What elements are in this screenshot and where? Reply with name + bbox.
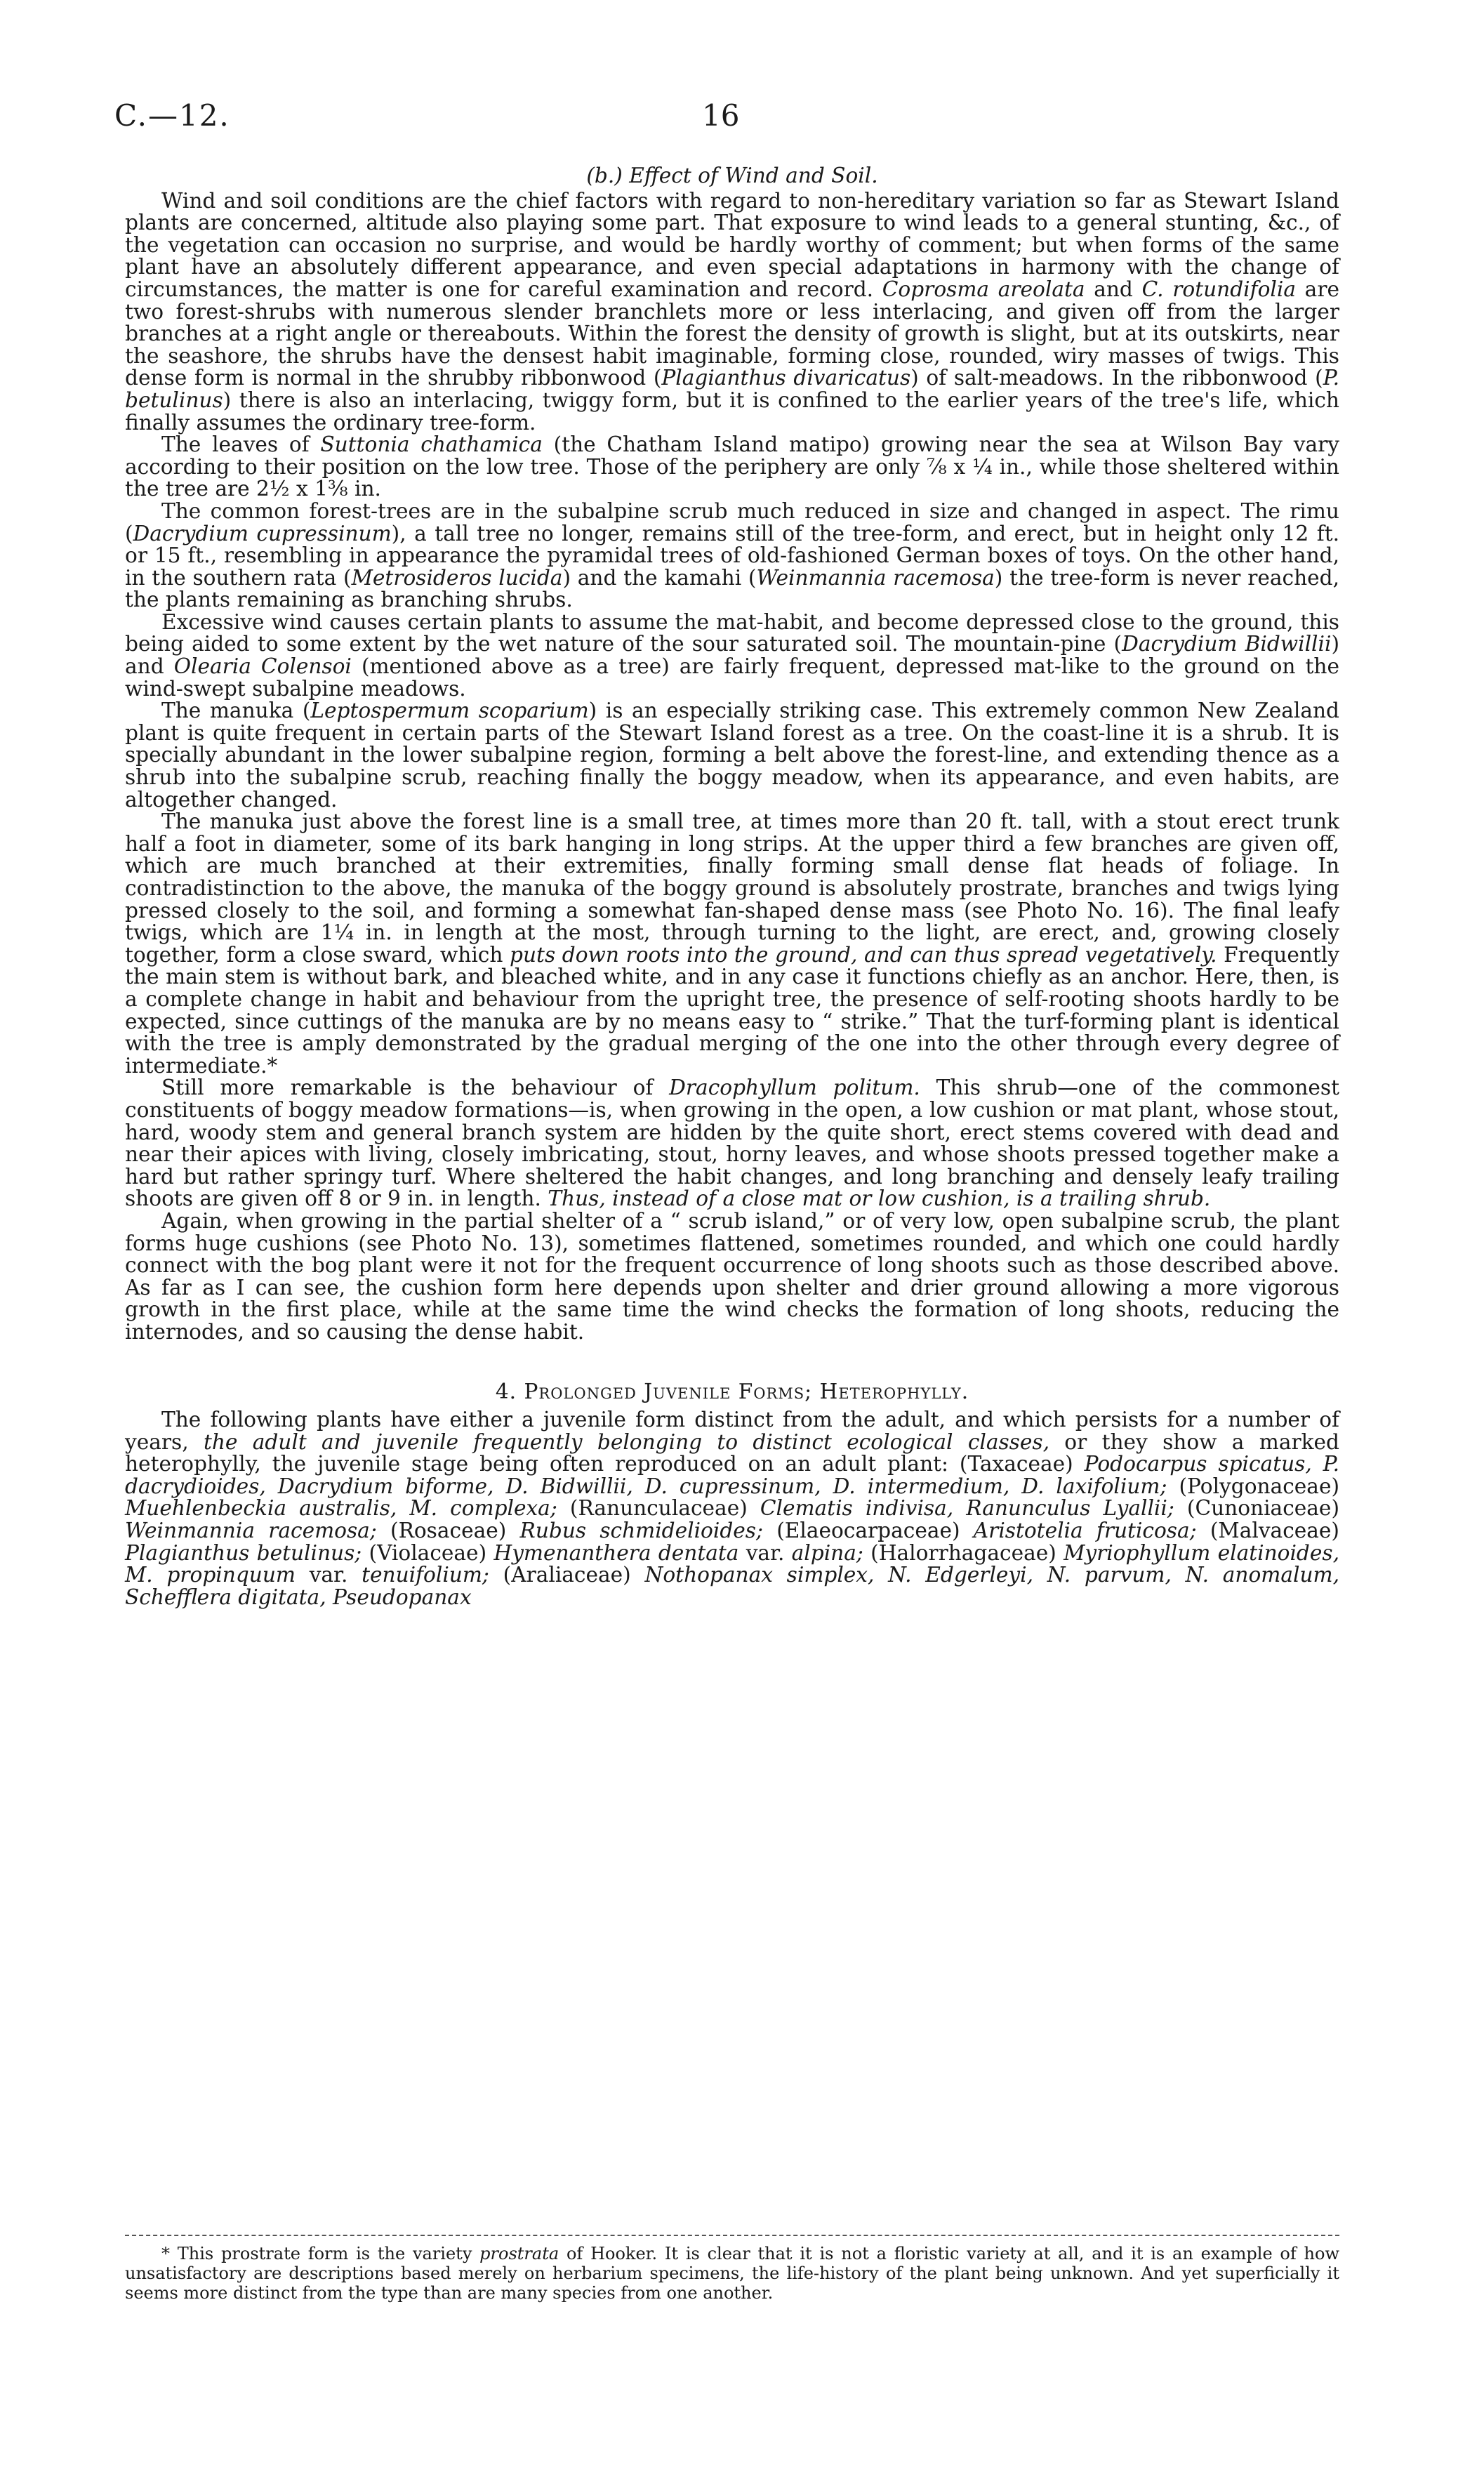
text-run: The manuka just above the forest line is a small tree, at times more than 20 ft. tall, with a stout erect trunk half a foot in diameter, some of its bark hanging in long strips. At the upper third a few branches are given off, which are much branched at their extremities, finally forming small dense flat heads of foliage. In contradistinction to the above, the manuka of the boggy ground is absolutely prostrate, branches and twigs lying pressed closely to the soil, and forming a somewhat fan-shaped dense mass (see Photo No. 16). The final leafy twigs, which are 1¼ in. in length at the most, through turning to the light, are erect, and, growing closely together, form a close sward, which	[125, 809, 1339, 967]
paragraph	[125, 1077, 1339, 1210]
text-run: ), a tall tree no longer, remains still of the tree-form, and erect, but in height only 12 ft. or 15 ft., resembling in appearance the pyramidal trees of old-fashioned German boxes of toys. On the other hand, in the southern rata (	[125, 521, 1340, 590]
text-run: and	[1085, 277, 1142, 301]
italic-text-run: Metrosideros lucida	[351, 565, 563, 590]
italic-text-run: the adult and juvenile frequently belonging to distinct ecological classes,	[203, 1429, 1049, 1454]
italic-text-run: Thus, instead of a close mat or low cushion, is a trailing shrub.	[548, 1186, 1211, 1211]
series-code: C.—12.	[114, 98, 230, 133]
text-run: (Malvaceae)	[1196, 1519, 1339, 1543]
italic-text-run: prostrata	[479, 2244, 559, 2263]
italic-text-run: Suttonia chathamica	[320, 432, 543, 457]
text-run: Still more remarkable is the behaviour of	[161, 1076, 670, 1100]
text-run: ) and	[125, 632, 1339, 679]
italic-text-run: alpina;	[791, 1540, 863, 1565]
text-run: (Araliaceae)	[489, 1563, 645, 1587]
text-run: The leaves of	[161, 432, 321, 457]
text-run: or they show a marked heterophylly, the juvenile stage being often reproduced on an adult plant: (Taxaceae)	[125, 1429, 1339, 1476]
text-run: (Ranunculaceae)	[557, 1496, 760, 1521]
italic-text-run: P. betulinus	[125, 366, 1340, 412]
italic-text-run: Plagianthus divaricatus	[661, 366, 911, 390]
footnote	[125, 2244, 1339, 2303]
italic-text-run: Rubus schmidelioides;	[519, 1519, 763, 1543]
text-run: (mentioned above as a tree) are fairly frequent, depressed mat-like to the ground on the wind-swept subalpine meadows.	[125, 654, 1339, 701]
italic-text-run: puts down roots into the ground, and can thus spread vegetatively.	[510, 942, 1217, 967]
italic-text-run: tenuifolium;	[362, 1563, 489, 1587]
text-run: Again, when growing in the partial shelter of a “ scrub island,” or of very low, open subalpine scrub, the plant forms huge cushions (see Photo No. 13), sometimes flattened, sometimes rounded, and which one could hardly connect with the bog plant were it not for the frequent occurrence of long shoots such as those described above. As far as I can see, the cushion form here depends upon shelter and drier ground allowing a more vigorous growth in the first place, while at the same time the wind checks the formation of long shoots, reducing the internodes, and so causing the dense habit.	[125, 1208, 1339, 1344]
italic-text-run: Olearia Colensoi	[173, 654, 352, 679]
footnote-divider	[125, 2235, 1339, 2236]
italic-text-run: Clematis indivisa, Ranunculus Lyallii;	[760, 1496, 1174, 1521]
text-run: are two forest-shrubs with numerous slender branchlets more or less interlacing, and given off from the larger branches at a right angle or thereabouts. Within the forest the density of growth is slight, but at its outskirts, near the seashore, the shrubs have the densest habit imaginable, forming close, rounded, wiry masses of twigs. This dense form is normal in the shrubby ribbonwood (	[125, 277, 1339, 390]
text-run: (Elaeocarpaceae)	[762, 1519, 974, 1543]
text-run: (Violaceae)	[362, 1540, 494, 1565]
text-run: (Halorrhagaceae)	[863, 1540, 1064, 1565]
italic-text-run: Weinmannia racemosa;	[125, 1519, 377, 1543]
italic-text-run: Hymenanthera dentata	[493, 1540, 739, 1565]
text-run: * This prostrate form is the variety	[161, 2244, 480, 2263]
paragraph	[125, 700, 1339, 811]
text-run: ) is an especially striking case. This extremely common New Zealand plant is quite frequent in certain parts of the Stewart Island forest as a tree. On the coast-line it is a shrub. It is specially abundant in the lower subalpine region, forming a belt above the forest-line, and extending thence as a shrub into the subalpine scrub, reaching finally the boggy meadow, when its appearance, and even habits, are altogether changed.	[125, 699, 1339, 812]
text-run: Excessive wind causes certain plants to assume the mat-habit, and become depressed close to the ground, this being aided to some extent by the wet nature of the sour saturated soil. The mountain-pine (	[125, 609, 1339, 656]
section-heading-effect-of-wind-and-soil: (b.) Effect of Wind and Soil.	[586, 164, 878, 187]
italic-text-run: Plagianthus betulinus;	[125, 1540, 362, 1565]
italic-text-run: Leptospermum scoparium	[310, 699, 589, 723]
text-run: The manuka (	[161, 699, 311, 723]
text-run: (Rosaceae)	[376, 1519, 520, 1543]
text-run: var.	[295, 1563, 362, 1587]
text-run: Wind and soil conditions are the chief factors with regard to non-hereditary variation so far as Stewart Island plants are concerned, altitude also playing some part. That exposure to wind leads to a general stunting, &c., of the vegetation can occasion no surprise, and would be hardly worthy of comment; but when forms of the same plant have an absolutely different appearance, and even special adaptations in harmony with the change of circumstances, the matter is one for careful examination and record.	[125, 188, 1339, 301]
italic-text-run: C. rotundifolia	[1141, 277, 1296, 301]
italic-text-run: Muehlenbeckia australis, M. complexa;	[125, 1496, 557, 1521]
section-4-paragraphs	[125, 1409, 1339, 1608]
text-run: ) there is also an interlacing, twiggy form, but it is confined to the earlier years of the tree's life, which finally assumes the ordinary tree-form.	[125, 388, 1339, 435]
italic-text-run: Dacrydium Bidwillii	[1122, 632, 1332, 656]
text-run: Frequently the main stem is without bark, and bleached white, and in any case it functions chiefly as an anchor. Here, then, is a complete change in habit and behaviour from the upright tree, the presence of self-rooting shoots hardly to be expected, since cuttings of the manuka are by no means easy to “ strike.” That the turf-forming plant is identical with the tree is amply demonstrated by the gradual merging of the one into the other through every degree of intermediate.*	[125, 942, 1339, 1078]
body-text	[125, 165, 1339, 1608]
page-number: 16	[702, 98, 740, 133]
text-run: ) and the kamahi (	[562, 565, 757, 590]
paragraph	[125, 1210, 1339, 1344]
text-run: The common forest-trees are in the subalpine scrub much reduced in size and changed in aspect. The rimu (	[125, 498, 1339, 546]
text-run: (Polygonaceae)	[1167, 1474, 1340, 1498]
italic-text-run: Weinmannia racemosa	[756, 565, 995, 590]
italic-text-run: Podocarpus spicatus, P. dacrydioides, Dacrydium biforme, D. Bidwillii, D. cupressinum, D. intermedium, D. laxifolium;	[125, 1452, 1339, 1498]
text-run: This shrub—one of the commonest constituents of boggy meadow formations—is, when growing in the open, a low cushion or mat plant, whose stout, hard, woody stem and general branch system are hidden by the quite short, erect stems covered with dead and near their apices with living, closely imbricating, stout, horny leaves, and whose shoots pressed together make a hard but rather springy turf. Where sheltered the habit changes, and long branching and densely leafy trailing shoots are given off 8 or 9 in. in length.	[125, 1076, 1339, 1211]
paragraph	[125, 811, 1339, 1077]
text-run: (the Chatham Island matipo) growing near the sea at Wilson Bay vary according to their position on the low tree. Those of the periphery are only ⅞ x ¼ in., while those sheltered within the tree are 2½ x 1⅜ in.	[125, 432, 1339, 501]
italic-text-run: Coprosma areolata	[882, 277, 1085, 301]
text-run: (Cunoniaceae)	[1174, 1496, 1339, 1521]
paragraph	[125, 1409, 1339, 1608]
text-run: The following plants have either a juvenile form distinct from the adult, and which persists for a number of years,	[125, 1408, 1339, 1454]
italic-text-run: Dacrydium cupressinum	[133, 521, 392, 546]
italic-text-run: Dracophyllum politum.	[669, 1076, 920, 1100]
text-run: of Hooker. It is clear that it is not a floristic variety at all, and it is an example of how unsatisfactory are descriptions based merely on herbarium specimens, the life-history of the plant being unknown. And yet superficially it seems more distinct from the type than are many species from one another.	[125, 2244, 1340, 2303]
text-run: ) the tree-form is never reached, the plants remaining as branching shrubs.	[125, 565, 1339, 612]
paragraph	[125, 498, 1340, 612]
italic-text-run: Aristotelia fruticosa;	[973, 1519, 1197, 1543]
paragraph	[125, 609, 1339, 701]
section-heading-prolonged-juvenile-forms: 4. Prolonged Juvenile Forms; Heterophylly.	[495, 1380, 969, 1404]
text-run: var.	[738, 1540, 792, 1565]
paragraph	[125, 434, 1339, 501]
paragraph	[125, 190, 1339, 435]
italic-text-run: Nothopanax simplex, N. Edgerleyi, N. parvum, N. anomalum, Schefflera digitata, Pseudopanax	[125, 1563, 1339, 1609]
italic-text-run: Myriophyllum elatinoides, M. propinquum	[125, 1540, 1339, 1587]
text-run: ) of salt-meadows. In the ribbonwood (	[910, 366, 1323, 390]
section-b-paragraphs	[125, 190, 1339, 1344]
